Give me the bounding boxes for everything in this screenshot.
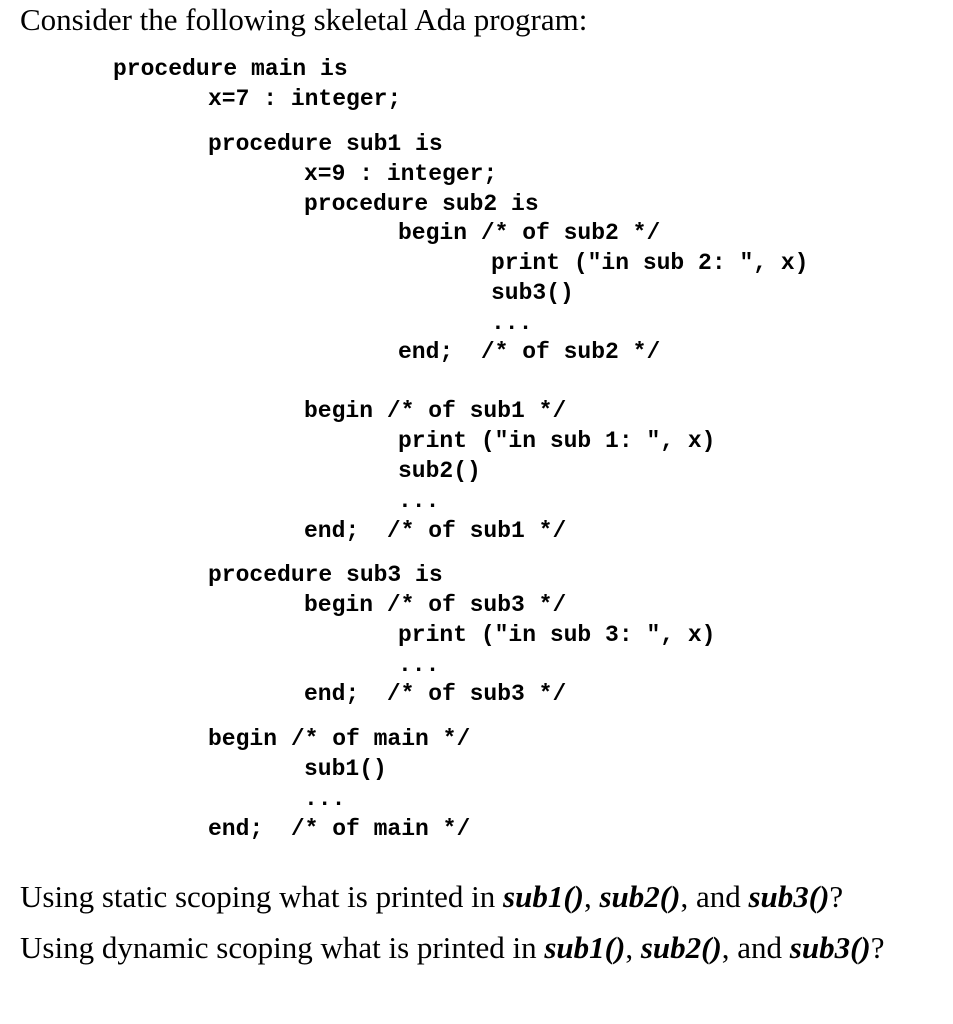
question-separator: , bbox=[583, 879, 600, 914]
code-line-sub3-begin: begin /* of sub3 */ bbox=[304, 592, 567, 618]
code-line-sub2-print: print ("in sub 2: ", x) bbox=[491, 250, 809, 276]
code-line-sub1-end: end; /* of sub1 */ bbox=[304, 518, 567, 544]
question-sub3: sub3() bbox=[748, 879, 830, 914]
code-line-main-begin: begin /* of main */ bbox=[208, 726, 471, 752]
code-line-sub1-call: sub2() bbox=[398, 458, 481, 484]
code-line-main-header: procedure main is bbox=[113, 56, 348, 82]
question-static-scoping bbox=[20, 879, 843, 915]
code-line-main-decl: x=7 : integer; bbox=[208, 86, 402, 112]
code-line-sub1-header: procedure sub1 is bbox=[208, 131, 443, 157]
question-sub1: sub1() bbox=[503, 879, 584, 914]
question-separator: , and bbox=[680, 879, 749, 914]
code-line-sub3-header: procedure sub3 is bbox=[208, 562, 443, 588]
question-suffix: ? bbox=[870, 930, 885, 965]
question-suffix: ? bbox=[829, 879, 844, 914]
question-dynamic-scoping bbox=[20, 930, 885, 966]
code-line-sub2-header: procedure sub2 is bbox=[304, 191, 539, 217]
code-line-sub2-ellipsis: ... bbox=[491, 310, 533, 336]
question-separator: , and bbox=[721, 930, 790, 965]
code-line-sub3-print: print ("in sub 3: ", x) bbox=[398, 622, 716, 648]
question-sub2: sub2() bbox=[640, 930, 722, 965]
code-line-sub1-print: print ("in sub 1: ", x) bbox=[398, 428, 716, 454]
code-line-main-ellipsis: ... bbox=[304, 786, 346, 812]
code-line-sub2-end: end; /* of sub2 */ bbox=[398, 339, 661, 365]
code-line-sub2-begin: begin /* of sub2 */ bbox=[398, 220, 661, 246]
code-line-main-end: end; /* of main */ bbox=[208, 816, 471, 842]
question-separator: , bbox=[625, 930, 641, 965]
code-line-sub3-end: end; /* of sub3 */ bbox=[304, 681, 567, 707]
code-line-sub1-decl: x=9 : integer; bbox=[304, 161, 498, 187]
question-prefix: Using static scoping what is printed in bbox=[20, 879, 504, 914]
question-prefix: Using dynamic scoping what is printed in bbox=[20, 930, 545, 965]
question-sub2: sub2() bbox=[599, 879, 681, 914]
intro-text: Consider the following skeletal Ada program: bbox=[20, 2, 588, 37]
question-sub3: sub3() bbox=[789, 930, 871, 965]
code-line-sub1-ellipsis: ... bbox=[398, 488, 440, 514]
code-line-sub3-ellipsis: ... bbox=[398, 652, 440, 678]
code-line-sub1-begin: begin /* of sub1 */ bbox=[304, 398, 567, 424]
code-line-main-call: sub1() bbox=[304, 756, 387, 782]
question-sub1: sub1() bbox=[544, 930, 626, 965]
code-line-sub2-call: sub3() bbox=[491, 280, 574, 306]
